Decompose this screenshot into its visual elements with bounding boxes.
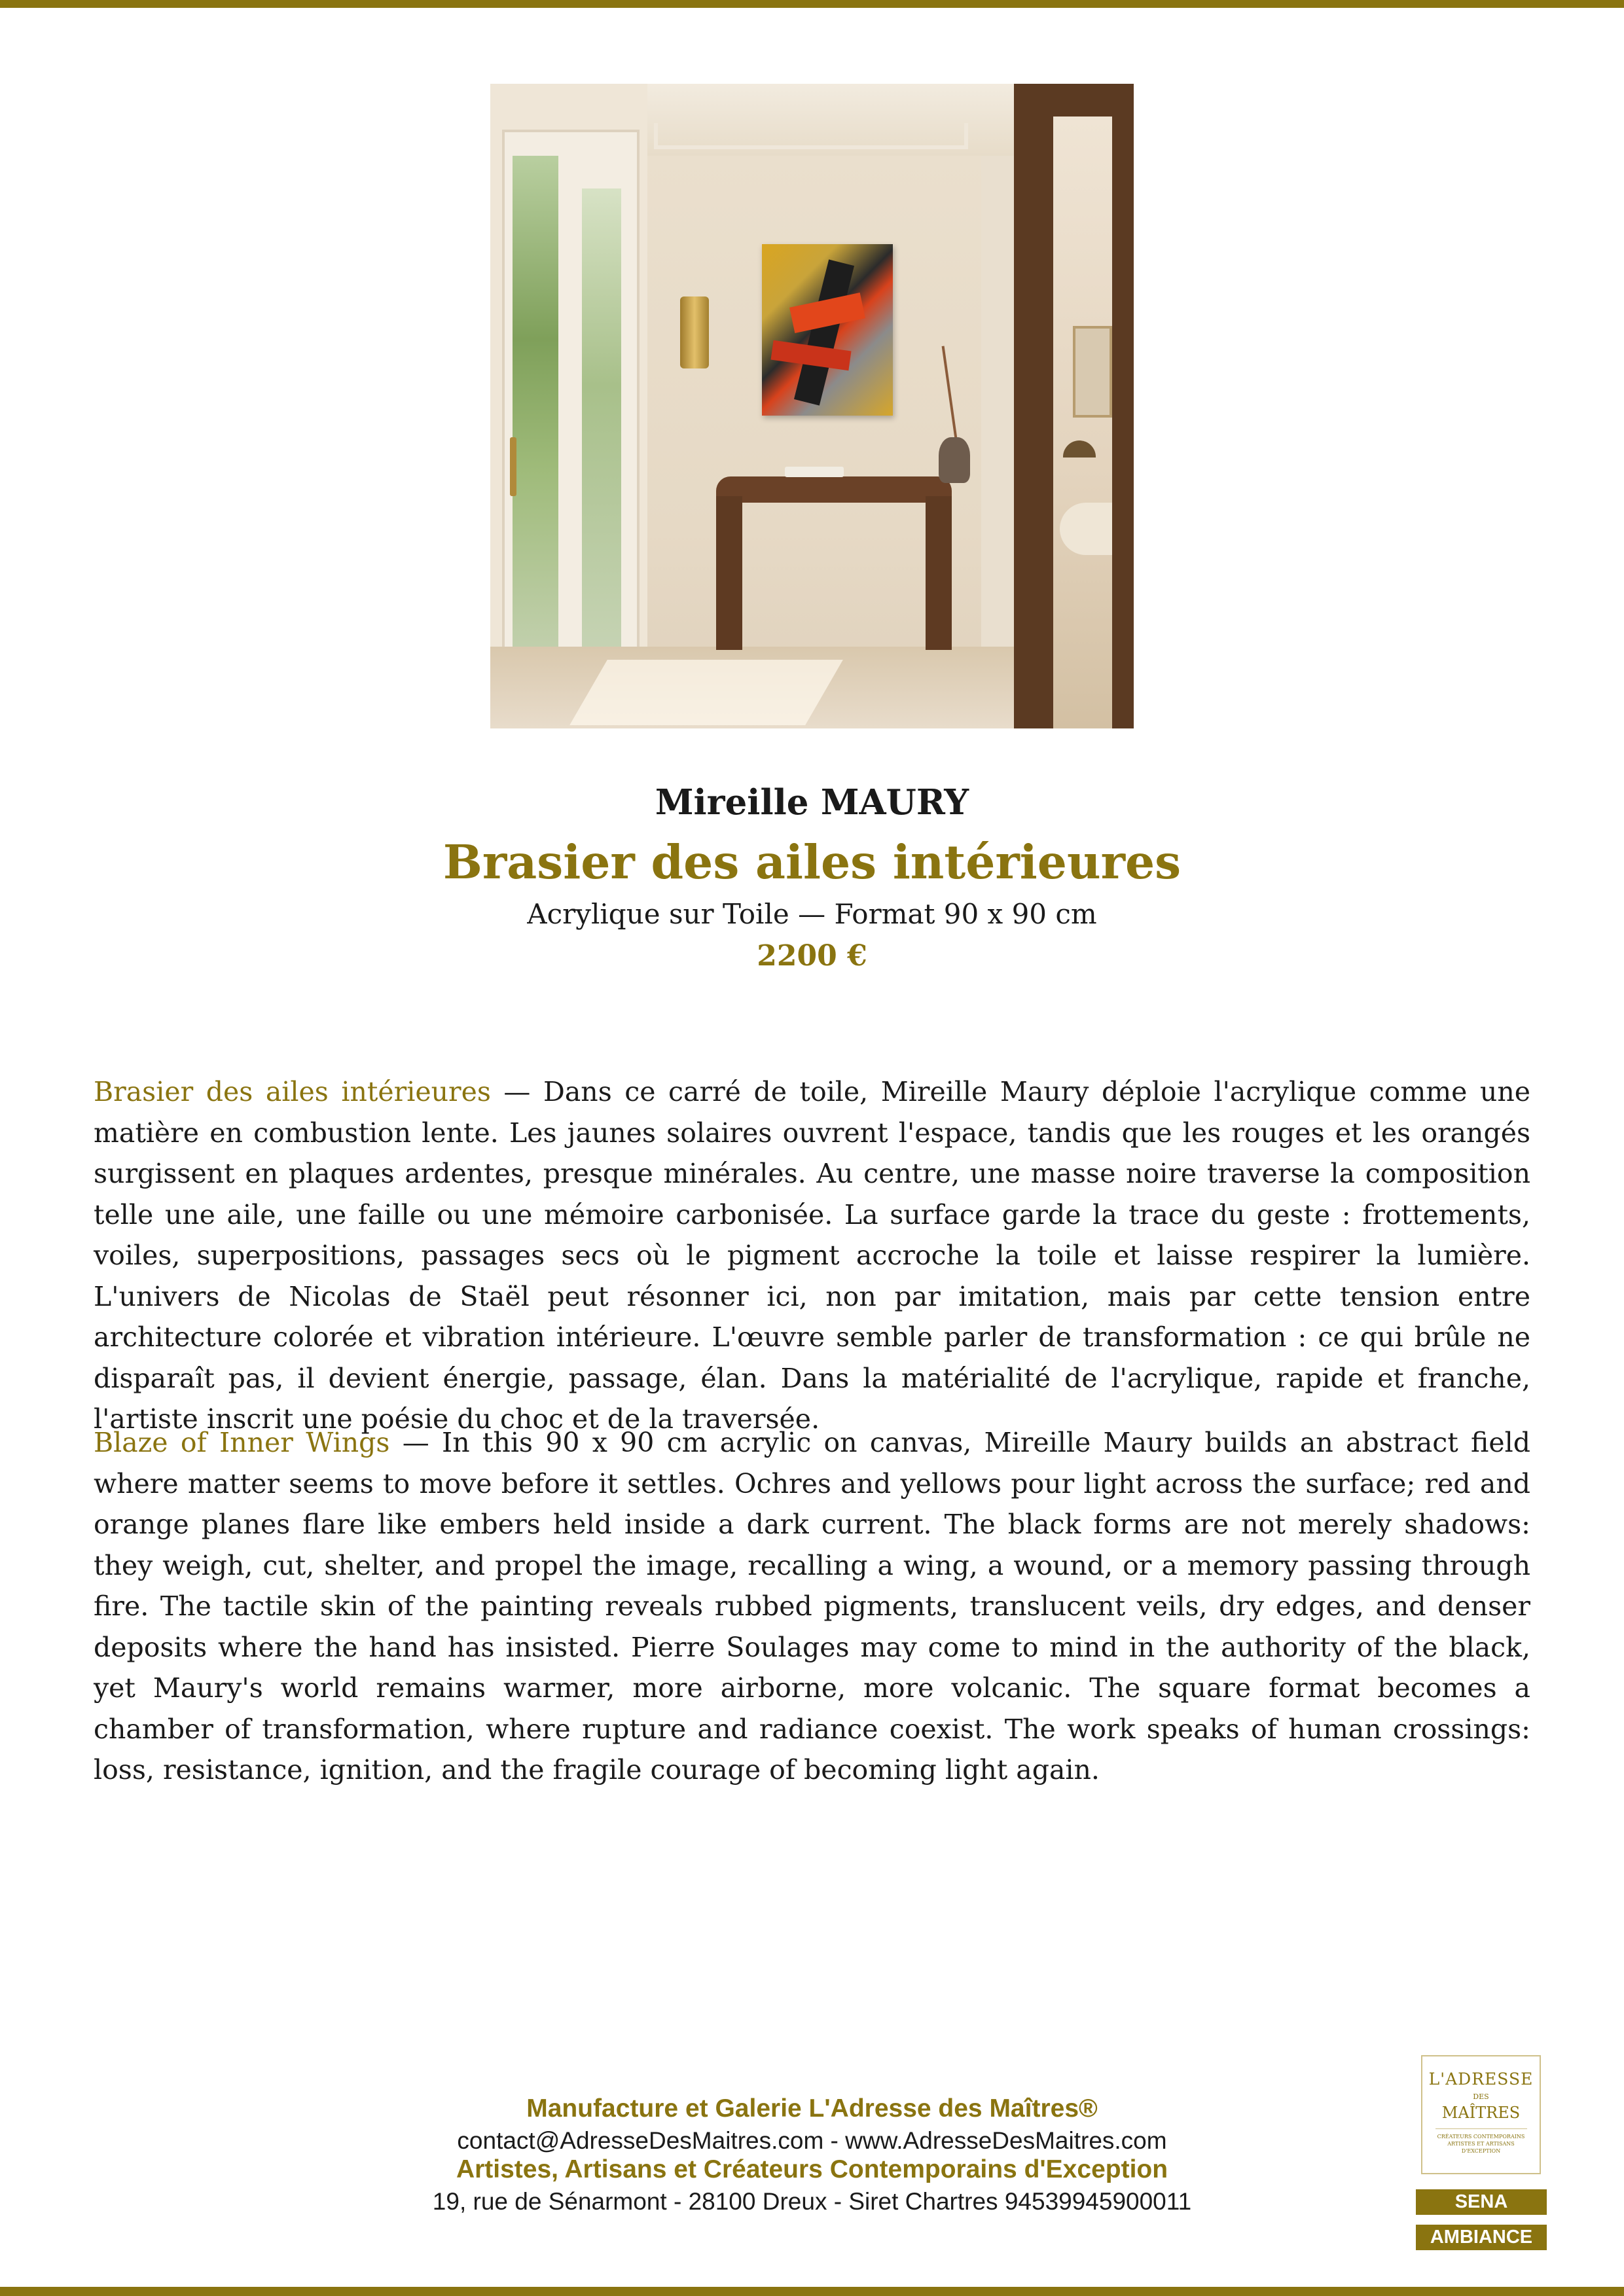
artist-name: Mireille MAURY [655,782,969,823]
photo-framed-picture [1073,326,1112,418]
description-english-text: — In this 90 x 90 cm acrylic on canvas, Mireille Maury builds an abstract field where matter seems to move before it settles. Ochres and yellows pour light across the surface; red and orange planes flare like embers held inside a dark current. The black forms are not merely shadows: they weigh, cut, shelter, and propel the image, recalling a wing, a wound, or a memory passing through fire. The tactile skin of the painting reveals rubbed pigments, translucent veils, dry edges, and denser deposits where the hand has insisted. Pierre Soulages may come to mind in the authority of the black, yet Maury's world remains warmer, more airborne, more volcanic. The square format becomes a chamber of transformation, where rupture and radiance coexist. The work speaks of human crossings: loss, resistance, ignition, and the fragile courage of becoming light again. [94,1427,1530,1785]
photo-console-leg [716,496,742,650]
photo-adjacent-room [1053,117,1112,728]
photo-console-leg [926,496,952,650]
logo-line-1: L'ADRESSE [1428,2070,1534,2089]
photo-console-table [716,476,952,503]
photo-door-handle [510,437,516,496]
photo-vase [939,437,970,483]
logo-line-2: DES [1473,2092,1489,2101]
photo-crown-molding [654,123,968,149]
photo-window-glass [582,188,621,679]
photo-sunlight [569,660,843,725]
top-border-rule [0,0,1624,8]
gallery-logo [1421,2055,1541,2174]
photo-wall-sconce [680,296,709,368]
description-english [94,1422,1530,1791]
artwork-title: Brasier des ailes intérieures [442,834,1182,889]
footer-contact: contact@AdresseDesMaitres.com - www.AdresseDesMaitres.com [457,2127,1167,2154]
badge-sena: SENA [1416,2189,1547,2215]
description-french-lead: Brasier des ailes intérieures [94,1076,491,1107]
photo-door-frame [1112,84,1134,728]
photo-door-frame [1014,84,1053,728]
description-english-lead: Blaze of Inner Wings [94,1427,390,1458]
medium-format: Acrylique sur Toile — Format 90 x 90 cm [527,898,1097,930]
badge-ambiance: AMBIANCE [1416,2225,1547,2250]
photo-sofa [1060,503,1119,555]
bottom-border-rule [0,2287,1624,2296]
price: 2200 € [757,939,867,973]
logo-divider [1435,2128,1527,2129]
description-french-text: — Dans ce carré de toile, Mireille Maury déploie l'acrylique comme une matière en combustion lente. Les jaunes solaires ouvrent l'espace, tandis que les rouges et les orangés surgissent en plaques ardentes, presque minérales. Au centre, une masse noire traverse la composition telle une aile, une faille ou une mémoire carbonisée. La surface garde la trace du geste : frottements, voiles, superpositions, passages secs où le pigment accroche la toile et laisse respirer la lumière. L'univers de Nicolas de Staël peut résonner ici, non par imitation, mais par cette tension entre architecture colorée et vibration intérieure. L'œuvre semble parler de transformation : ce qui brûle ne disparaît pas, il devient énergie, passage, élan. Dans la matérialité de l'acrylique, rapide et franche, l'artiste inscrit une poésie du choc et de la traversée. [94,1076,1530,1435]
description-french [94,1071,1530,1440]
photo-window-glass [513,156,558,679]
logo-line-3: MAÎTRES [1441,2104,1521,2122]
logo-line-4: CRÉATEURS CONTEMPORAINS ARTISTES ET ARTISANS D'EXCEPTION [1437,2134,1525,2154]
photo-open-book [785,467,844,477]
footer-address: 19, rue de Sénarmont - 28100 Dreux - Siret Chartres 94539945900011 [432,2188,1192,2215]
footer-tagline: Artistes, Artisans et Créateurs Contemporains d'Exception [456,2155,1168,2183]
footer-gallery-name: Manufacture et Galerie L'Adresse des Maîtres® [526,2094,1098,2123]
artwork-room-photo [490,84,1134,728]
